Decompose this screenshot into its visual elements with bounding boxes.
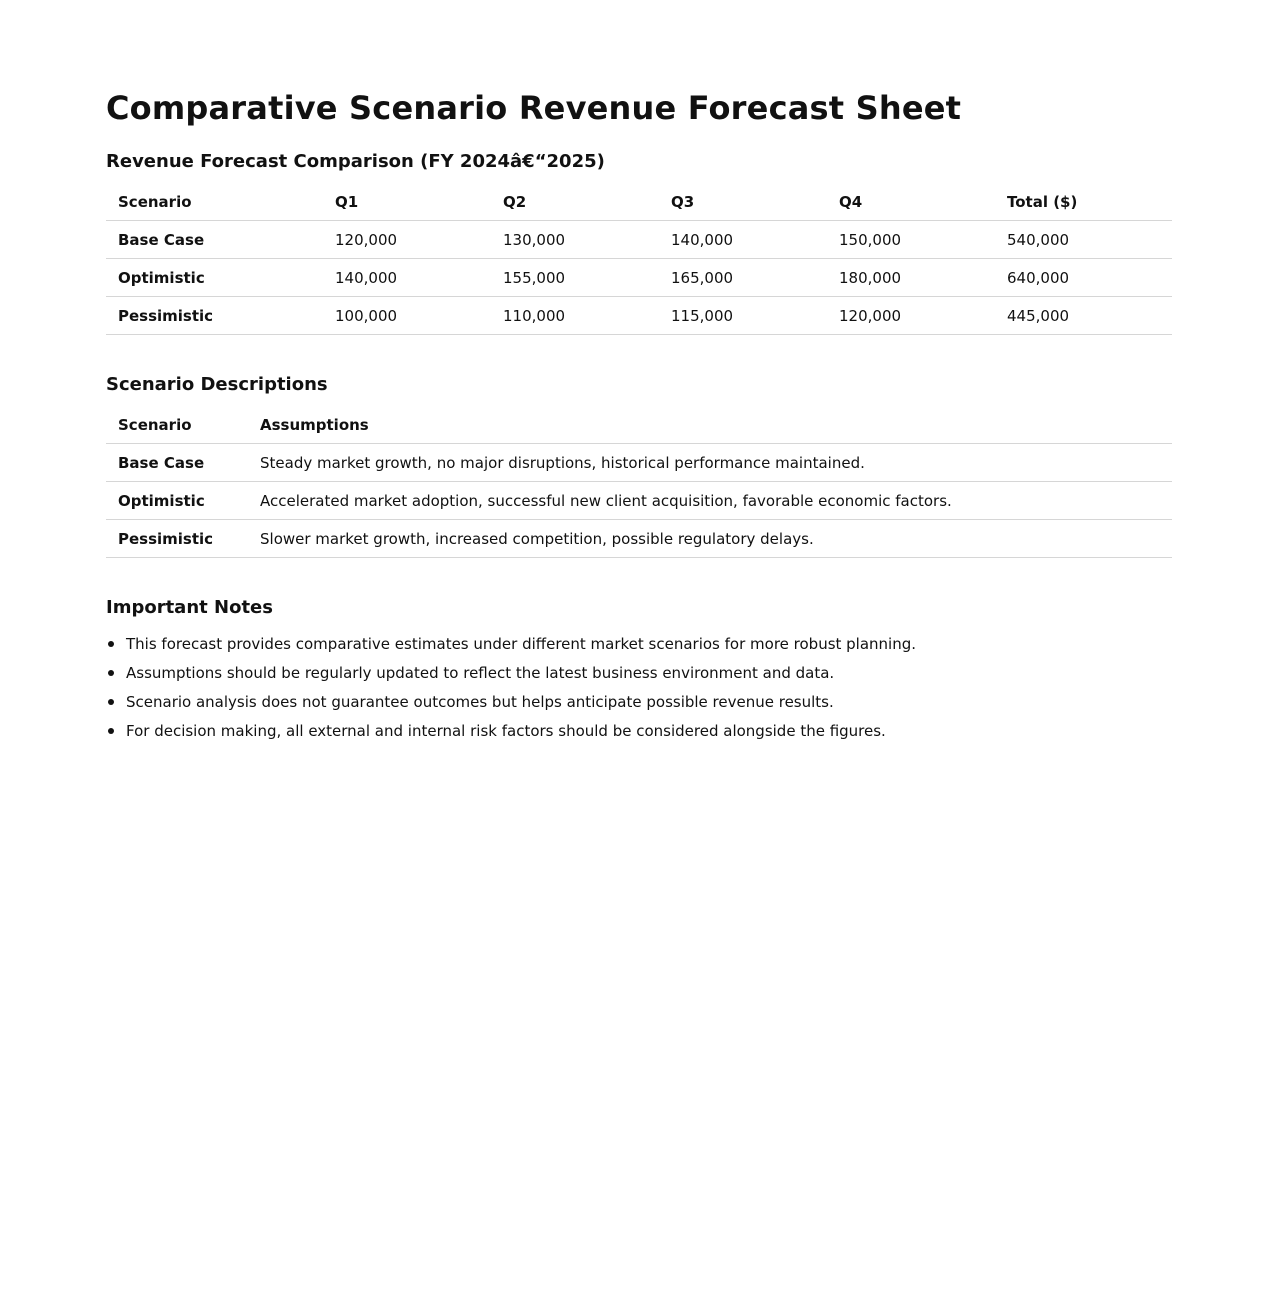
- q3-value: 140,000: [659, 221, 827, 259]
- q4-value: 150,000: [827, 221, 995, 259]
- bullet-icon: [108, 699, 114, 705]
- forecast-col-q2: Q2: [491, 183, 659, 221]
- scenario-name: Base Case: [106, 444, 248, 482]
- q4-value: 180,000: [827, 259, 995, 297]
- q3-value: 115,000: [659, 297, 827, 335]
- bullet-icon: [108, 728, 114, 734]
- q1-value: 100,000: [323, 297, 491, 335]
- note-text: Assumptions should be regularly updated to reflect the latest business environment and data.: [126, 664, 835, 682]
- forecast-col-scenario: Scenario: [106, 183, 323, 221]
- list-item: [106, 721, 1172, 741]
- descriptions-header-row: [106, 406, 1172, 444]
- q1-value: 120,000: [323, 221, 491, 259]
- document-page: [106, 0, 1172, 741]
- descriptions-col-scenario: Scenario: [106, 406, 248, 444]
- total-value: 445,000: [995, 297, 1172, 335]
- scenario-name: Base Case: [106, 221, 323, 259]
- table-row: [106, 444, 1172, 482]
- forecast-col-q4: Q4: [827, 183, 995, 221]
- descriptions-table: [106, 406, 1172, 558]
- total-value: 540,000: [995, 221, 1172, 259]
- list-item: [106, 692, 1172, 712]
- assumptions-text: Accelerated market adoption, successful new client acquisition, favorable economic factors.: [248, 482, 1172, 520]
- list-item: [106, 634, 1172, 654]
- q3-value: 165,000: [659, 259, 827, 297]
- table-row: [106, 482, 1172, 520]
- table-row: [106, 520, 1172, 558]
- scenario-name: Pessimistic: [106, 520, 248, 558]
- note-text: Scenario analysis does not guarantee outcomes but helps anticipate possible revenue results.: [126, 693, 834, 711]
- table-row: [106, 221, 1172, 259]
- total-value: 640,000: [995, 259, 1172, 297]
- note-text: This forecast provides comparative estimates under different market scenarios for more robust planning.: [126, 635, 917, 653]
- q2-value: 130,000: [491, 221, 659, 259]
- descriptions-col-assumptions: Assumptions: [248, 406, 1172, 444]
- forecast-header-row: [106, 183, 1172, 221]
- table-row: [106, 297, 1172, 335]
- list-item: [106, 663, 1172, 683]
- q1-value: 140,000: [323, 259, 491, 297]
- q2-value: 155,000: [491, 259, 659, 297]
- table-row: [106, 259, 1172, 297]
- forecast-table: [106, 183, 1172, 335]
- page-title: Comparative Scenario Revenue Forecast Sheet: [106, 89, 962, 127]
- q2-value: 110,000: [491, 297, 659, 335]
- q4-value: 120,000: [827, 297, 995, 335]
- scenario-name: Optimistic: [106, 482, 248, 520]
- notes-heading: Important Notes: [106, 597, 273, 618]
- notes-list: [106, 634, 1172, 741]
- assumptions-text: Steady market growth, no major disruptions, historical performance maintained.: [248, 444, 1172, 482]
- forecast-heading: Revenue Forecast Comparison (FY 2024â€“2025): [106, 151, 605, 172]
- bullet-icon: [108, 641, 114, 647]
- forecast-col-total: Total ($): [995, 183, 1172, 221]
- scenario-name: Optimistic: [106, 259, 323, 297]
- forecast-col-q1: Q1: [323, 183, 491, 221]
- assumptions-text: Slower market growth, increased competition, possible regulatory delays.: [248, 520, 1172, 558]
- forecast-col-q3: Q3: [659, 183, 827, 221]
- scenario-name: Pessimistic: [106, 297, 323, 335]
- descriptions-heading: Scenario Descriptions: [106, 374, 328, 395]
- bullet-icon: [108, 670, 114, 676]
- note-text: For decision making, all external and internal risk factors should be considered alongside the figures.: [126, 722, 886, 740]
